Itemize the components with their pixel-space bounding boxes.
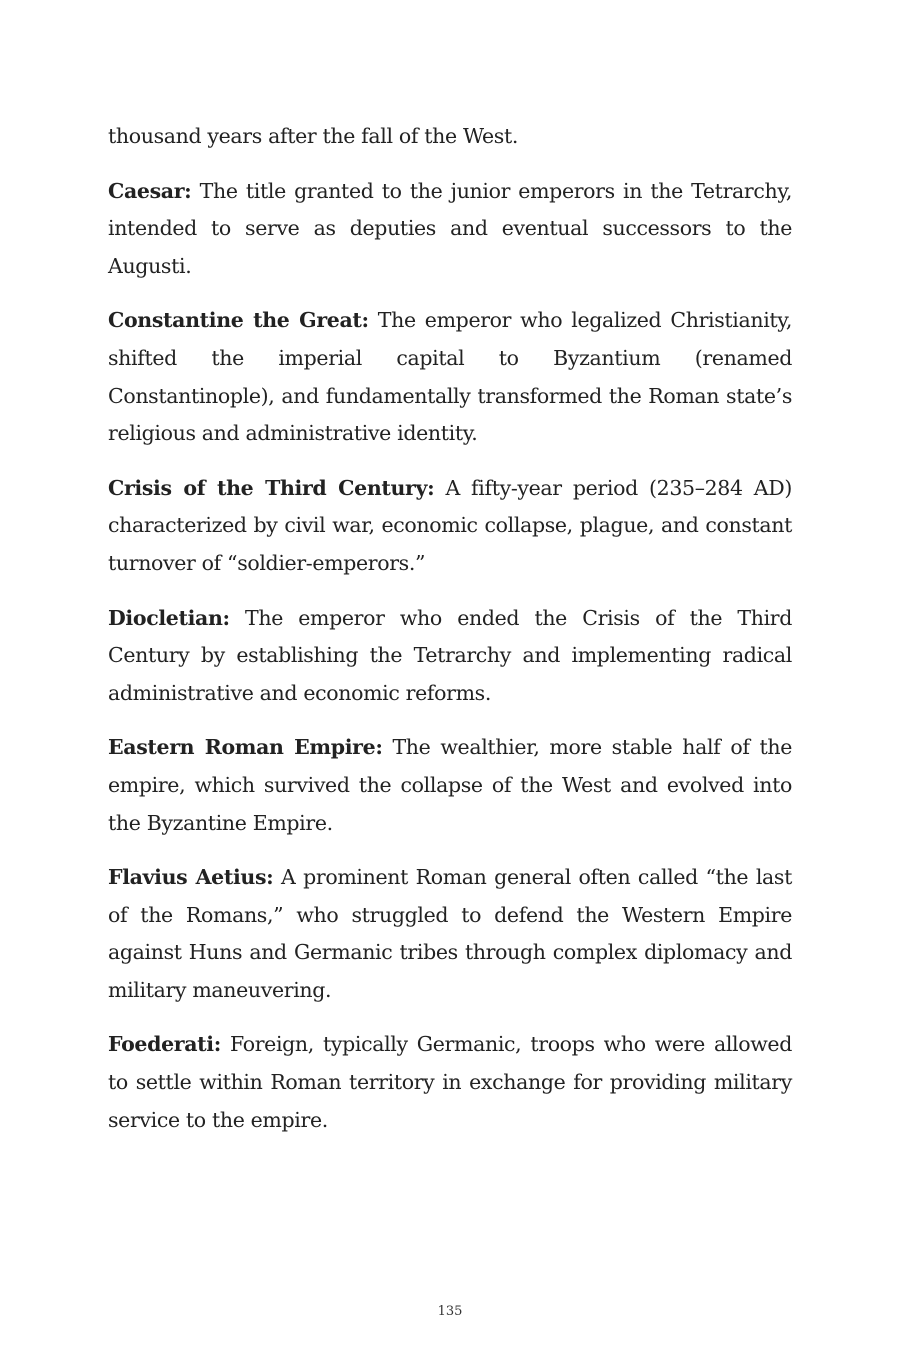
page-number: 135 [437, 1304, 463, 1319]
glossary-definition: The emperor who ended the Crisis of the Third Century by establishing the Tetrarchy and implementing radical administrative and economic reforms. [108, 605, 793, 705]
glossary-term: Diocletian: [108, 605, 230, 630]
glossary-term: Constantine the Great: [108, 308, 369, 333]
glossary-definition: A prominent Roman general often called “the last of the Romans,” who struggled to defend the Western Empire against Huns and Germanic tribes through complex diplomacy and military maneuvering. [108, 865, 792, 1002]
glossary-page-body [108, 118, 792, 1156]
glossary-entry-aetius [108, 859, 792, 1009]
glossary-term: Flavius Aetius: [108, 865, 274, 890]
glossary-entry-crisis [108, 470, 792, 583]
glossary-term: Crisis of the Third Century: [108, 475, 435, 500]
glossary-entry-caesar [108, 173, 792, 286]
glossary-term: Eastern Roman Empire: [108, 735, 383, 760]
glossary-term: Foederati: [108, 1032, 221, 1057]
glossary-definition: The emperor who legalized Christianity, shifted the imperial capital to Byzantium (renamed Constantinople), and fundamentally transformed the Roman state’s religious and administrative identity. [108, 308, 792, 446]
glossary-entry-eastern-empire [108, 729, 792, 842]
continuation-paragraph: thousand years after the fall of the West. [108, 124, 519, 148]
glossary-entry-constantine [108, 302, 792, 452]
glossary-term: Caesar: [108, 178, 192, 203]
glossary-definition: A fifty-year period (235–284 AD) characterized by civil war, economic collapse, plague, and constant turnover of “soldier-emperors.” [108, 475, 792, 575]
glossary-definition: The wealthier, more stable half of the empire, which survived the collapse of the West and evolved into the Byzantine Empire. [108, 735, 793, 835]
glossary-definition: The title granted to the junior emperors in the Tetrarchy, intended to serve as deputies and eventual successors to the Augusti. [108, 178, 792, 278]
glossary-definition: Foreign, typically Germanic, troops who were allowed to settle within Roman territory in exchange for providing military service to the empire. [108, 1032, 792, 1132]
glossary-entry-diocletian [108, 600, 792, 713]
glossary-entry-foederati [108, 1026, 792, 1139]
